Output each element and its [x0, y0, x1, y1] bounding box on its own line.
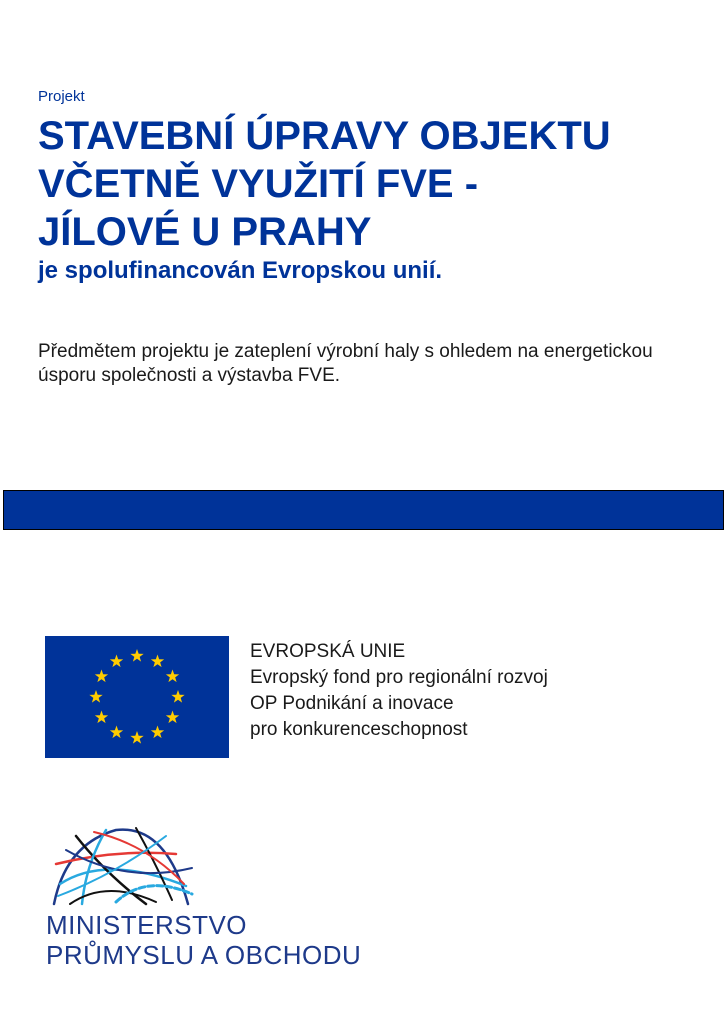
title-line-2: VČETNĚ VYUŽITÍ FVE -	[38, 162, 479, 206]
ministry-line-2: PRŮMYSLU A OBCHODU	[46, 940, 362, 970]
cofinancing-subtitle: je spolufinancován Evropskou unií.	[38, 257, 443, 284]
eu-text-block	[250, 639, 548, 743]
blue-divider-band	[3, 490, 724, 530]
title-line-1: STAVEBNÍ ÚPRAVY OBJEKTU	[38, 114, 611, 158]
globe-arc	[94, 832, 184, 884]
intro-label: Projekt	[38, 88, 85, 105]
project-description: Předmětem projektu je zateplení výrobní haly s ohledem na energetickou úsporu společnosti a výstavba FVE.	[38, 341, 653, 386]
eu-flag-icon	[45, 636, 229, 758]
globe-logo-icon	[46, 824, 196, 906]
title-line-3: JÍLOVÉ U PRAHY	[38, 210, 372, 254]
eu-line-1: EVROPSKÁ UNIE	[250, 641, 406, 662]
ministry-name	[46, 910, 361, 970]
ministry-line-1: MINISTERSTVO	[46, 910, 248, 940]
eu-line-4: pro konkurenceschopnost	[250, 719, 468, 740]
eu-line-2: Evropský fond pro regionální rozvoj	[250, 667, 548, 688]
project-title	[38, 112, 611, 256]
globe-arc	[136, 828, 172, 900]
eu-line-3: OP Podnikání a inovace	[250, 693, 454, 714]
